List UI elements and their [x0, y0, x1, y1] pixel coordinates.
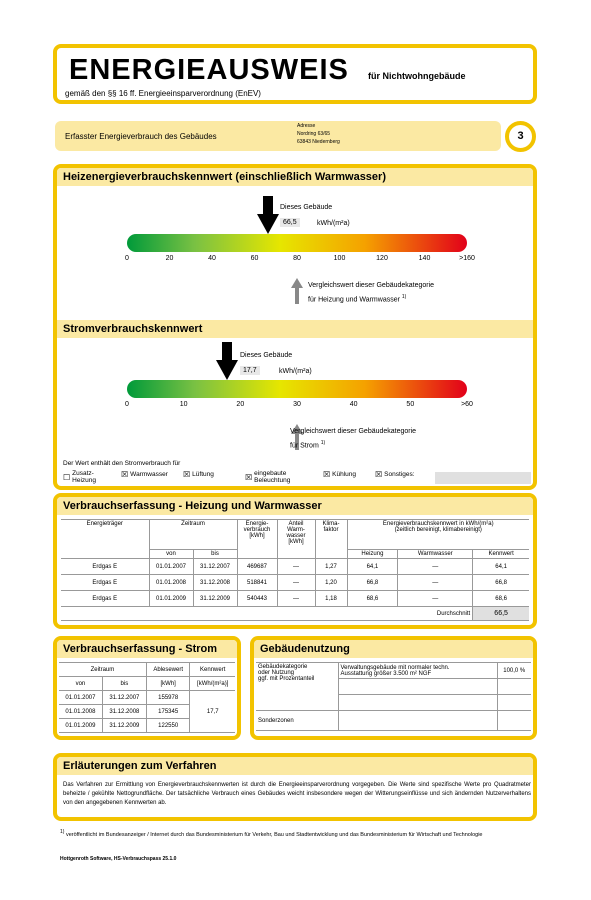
power-tick-label: 20 [236, 401, 245, 408]
header-box [53, 44, 537, 104]
heat-tick-label: 100 [333, 255, 346, 262]
col-heizung: Heizung [347, 550, 398, 559]
heat-tick-label: >160 [459, 255, 475, 262]
checkbox-icon: ☒ [121, 470, 129, 479]
cell-warmwasser: — [398, 559, 473, 575]
heating-average-value: 66,5 [473, 607, 529, 621]
col-share-ww: Anteil Warm- wasser [kWh] [277, 520, 315, 559]
col-consumption: Energie- verbrauch [kWh] [237, 520, 277, 559]
heat-tick-label: 140 [418, 255, 431, 262]
power-table [59, 662, 235, 733]
table-row [61, 575, 529, 591]
table-row [59, 691, 235, 705]
cell-from: 01.01.2007 [149, 559, 193, 575]
power-tick-label: 30 [293, 401, 301, 408]
col-kennwert-sub: Kennwert [473, 550, 529, 559]
info-label: Erfasster Energieverbrauch des Gebäudes [65, 132, 217, 141]
page-number: 3 [517, 130, 524, 142]
cell-consumption: 518841 [237, 575, 277, 591]
power-compare-line2-text: für Strom [290, 442, 319, 450]
cell-to: 31.12.2007 [193, 559, 237, 575]
cell-warmwasser: — [398, 575, 473, 591]
table-row [61, 591, 529, 607]
cell-heizung: 64,1 [347, 559, 398, 575]
power-option [121, 470, 168, 479]
cell-from: 01.01.2009 [149, 591, 193, 607]
power-table-subheader-row [59, 677, 235, 691]
cell-to: 31.12.2007 [102, 691, 146, 705]
power-table-title: Verbrauchserfassung - Strom [57, 640, 237, 658]
power-tick-label: 40 [349, 401, 358, 408]
address-label: Adresse [297, 123, 316, 129]
heat-this-building: Dieses Gebäude [280, 204, 333, 211]
heating-average-label: Durchschnitt [61, 607, 473, 621]
power-scale-bar [127, 380, 467, 398]
footnote-text: veröffentlicht im Bundesanzeiger / Internet durch das Bundesministerium für Verkehr, Bau und Stadtentwicklung und das Bundesministerium für Wirtschaft und Technologie [65, 831, 483, 838]
cell-kennwert: 68,6 [473, 591, 529, 607]
info-strip [55, 121, 501, 151]
power-option-label: Sonstiges: [384, 471, 415, 478]
kennwert-box [53, 164, 537, 490]
col-carrier: Energieträger [61, 520, 149, 559]
cell-ww: — [277, 591, 315, 607]
footnote [60, 828, 530, 839]
power-option-label: Kühlung [332, 471, 357, 478]
col-from: von [149, 550, 193, 559]
cell-heizung: 66,8 [347, 575, 398, 591]
document-title: ENERGIEAUSWEIS [69, 54, 349, 86]
power-includes-label: Der Wert enthält den Stromverbrauch für [63, 460, 181, 467]
heat-tick-label: 40 [208, 255, 216, 262]
heat-unit: kWh/(m²a) [317, 220, 350, 227]
cell-carrier: Erdgas E [61, 591, 149, 607]
power-option [375, 470, 415, 479]
heat-compare-line2-text: für Heizung und Warmwasser [308, 296, 400, 304]
address-line2: 63843 Niedernberg [297, 139, 340, 145]
heat-tick-label: 20 [165, 255, 174, 262]
col-kennwert: Energieverbrauchskennwert in kWh/(m²a) (zeitlich bereinigt, klimabereinigt) [347, 520, 529, 550]
power-tick-label: 0 [125, 401, 129, 408]
software-credit: Hottgenroth Software, HS-Verbrauchspass 25.1.0 [60, 856, 177, 862]
cell-climate: 1,27 [315, 559, 347, 575]
usage-category-row [256, 663, 531, 679]
cell-kennwert: 66,8 [473, 575, 529, 591]
explanation-box [53, 753, 537, 821]
usage-category-value: Verwaltungsgebäude mit normaler techn. Ausstattung größer 3.500 m² NGF [338, 663, 497, 679]
power-compare-line2 [290, 440, 325, 449]
cell-carrier: Erdgas E [61, 575, 149, 591]
power-marker-arrow [216, 342, 238, 385]
power-tick-label: 10 [179, 401, 188, 408]
heat-tick-label: 60 [250, 255, 259, 262]
heat-tick-label: 80 [293, 255, 301, 262]
heat-compare-line1: Vergleichswert dieser Gebäudekategorie [308, 282, 435, 289]
explanation-text: Das Verfahren zur Ermittlung von Energieverbrauchskennwerten ist durch die Energieeinsparverordnung vorgegeben. Die Werte sind spezifische Werte pro Quadratmeter beheizte / gekühlte Nettogrundfläche. Der tatsächliche Verbrauch eines Gebäudes weicht insbesondere wegen der Witterungseinflüsse und sich ändernden Nutzerverhaltens von den angegebenen Kennwerten ab. [63, 782, 531, 806]
power-section-title: Stromverbrauchskennwert [57, 320, 533, 338]
explanation-title: Erläuterungen zum Verfahren [57, 757, 533, 775]
power-this-building: Dieses Gebäude [240, 352, 293, 359]
col-period: Zeitraum [149, 520, 237, 550]
power-table-box [53, 636, 241, 740]
pcol-from: von [59, 677, 102, 691]
col-warmwasser: Warmwasser [398, 550, 473, 559]
cell-consumption: 469687 [237, 559, 277, 575]
power-option-label: eingebaute Beleuchtung [254, 470, 291, 484]
usage-category-label: Gebäudekategorie oder Nutzung ggf. mit Prozentanteil [256, 663, 338, 711]
pcol-reading: Ablesewert [146, 663, 190, 677]
cell-reading: 155978 [146, 691, 190, 705]
pcol-kennwert: Kennwert [190, 663, 235, 677]
heating-table-header-row [61, 520, 529, 550]
cell-to: 31.12.2009 [193, 591, 237, 607]
usage-table [256, 662, 531, 731]
power-unit: kWh/(m²a) [279, 368, 312, 375]
cell-kennwert: 64,1 [473, 559, 529, 575]
cell-to: 31.12.2008 [102, 705, 146, 719]
cell-from: 01.01.2008 [149, 575, 193, 591]
heat-compare-line2 [308, 294, 406, 303]
power-footnote-mark: 1) [320, 440, 326, 446]
table-row [61, 559, 529, 575]
law-reference: gemäß den §§ 16 ff. Energieeinsparverordnung (EnEV) [65, 89, 261, 98]
cell-ww: — [277, 575, 315, 591]
address-line1: Nordring 63/65 [297, 131, 331, 137]
up-arrow-icon [291, 278, 303, 304]
checkbox-icon: ☒ [323, 470, 331, 479]
heat-footnote-mark: 1) [401, 294, 407, 300]
power-options [63, 470, 533, 488]
cell-climate: 1,18 [315, 591, 347, 607]
page-number-badge [505, 121, 536, 152]
checkbox-icon: ☐ [63, 472, 71, 482]
power-value: 17,7 [240, 366, 260, 375]
heating-table-title: Verbrauchserfassung - Heizung und Warmwasser [57, 497, 533, 515]
heating-table [61, 519, 529, 621]
down-arrow-icon [257, 196, 279, 234]
usage-title: Gebäudenutzung [254, 640, 533, 658]
heating-table-box [53, 493, 537, 629]
other-field [435, 472, 531, 484]
cell-heizung: 68,6 [347, 591, 398, 607]
checkbox-icon: ☒ [375, 470, 383, 479]
cell-warmwasser: — [398, 591, 473, 607]
heat-value: 66,5 [280, 218, 300, 227]
heat-section-title: Heizenergieverbrauchskennwert (einschließlich Warmwasser) [57, 168, 533, 186]
pcol-to: bis [102, 677, 146, 691]
heat-tick-label: 120 [376, 255, 388, 262]
cell-reading: 175345 [146, 705, 190, 719]
cell-consumption: 540443 [237, 591, 277, 607]
cell-climate: 1,20 [315, 575, 347, 591]
cell-from: 01.01.2009 [59, 719, 102, 733]
col-to: bis [193, 550, 237, 559]
heat-compare-arrow [291, 278, 303, 309]
power-option-label: Zusatz- Heizung [72, 470, 97, 484]
power-kennwert-value: 17,7 [190, 691, 235, 733]
power-option-label: Warmwasser [130, 471, 168, 478]
cell-carrier: Erdgas E [61, 559, 149, 575]
heat-scale-bar [127, 234, 467, 252]
checkbox-icon: ☒ [245, 472, 253, 482]
cell-ww: — [277, 559, 315, 575]
pcol-kennwert-unit: [kWh/(m²a)] [190, 677, 235, 691]
checkbox-icon: ☒ [183, 470, 191, 479]
power-tick-label: >60 [461, 401, 473, 408]
power-compare-line1: Vergleichswert dieser Gebäudekategorie [290, 428, 417, 435]
cell-to: 31.12.2008 [193, 575, 237, 591]
power-option [183, 470, 214, 479]
cell-from: 01.01.2007 [59, 691, 102, 705]
cell-to: 31.12.2009 [102, 719, 146, 733]
down-arrow-icon [216, 342, 238, 380]
power-option [323, 470, 356, 479]
heat-tick-label: 0 [125, 255, 129, 262]
pcol-period: Zeitraum [59, 663, 146, 677]
pcol-reading-unit: [kWh] [146, 677, 190, 691]
cell-reading: 122550 [146, 719, 190, 733]
usage-special-row [256, 711, 531, 731]
power-option [63, 470, 96, 484]
usage-special-label: Sonderzonen [256, 711, 338, 731]
power-table-header-row [59, 663, 235, 677]
heating-average-row [61, 607, 529, 621]
document-subtitle: für Nichtwohngebäude [368, 71, 466, 81]
footnote-mark: 1) [60, 829, 65, 835]
power-tick-label: 50 [406, 401, 415, 408]
power-option-label: Lüftung [192, 471, 214, 478]
col-climate: Klima- faktor [315, 520, 347, 559]
cell-from: 01.01.2008 [59, 705, 102, 719]
usage-category-percent: 100,0 % [497, 663, 531, 679]
power-option [245, 470, 290, 484]
usage-box [250, 636, 537, 740]
